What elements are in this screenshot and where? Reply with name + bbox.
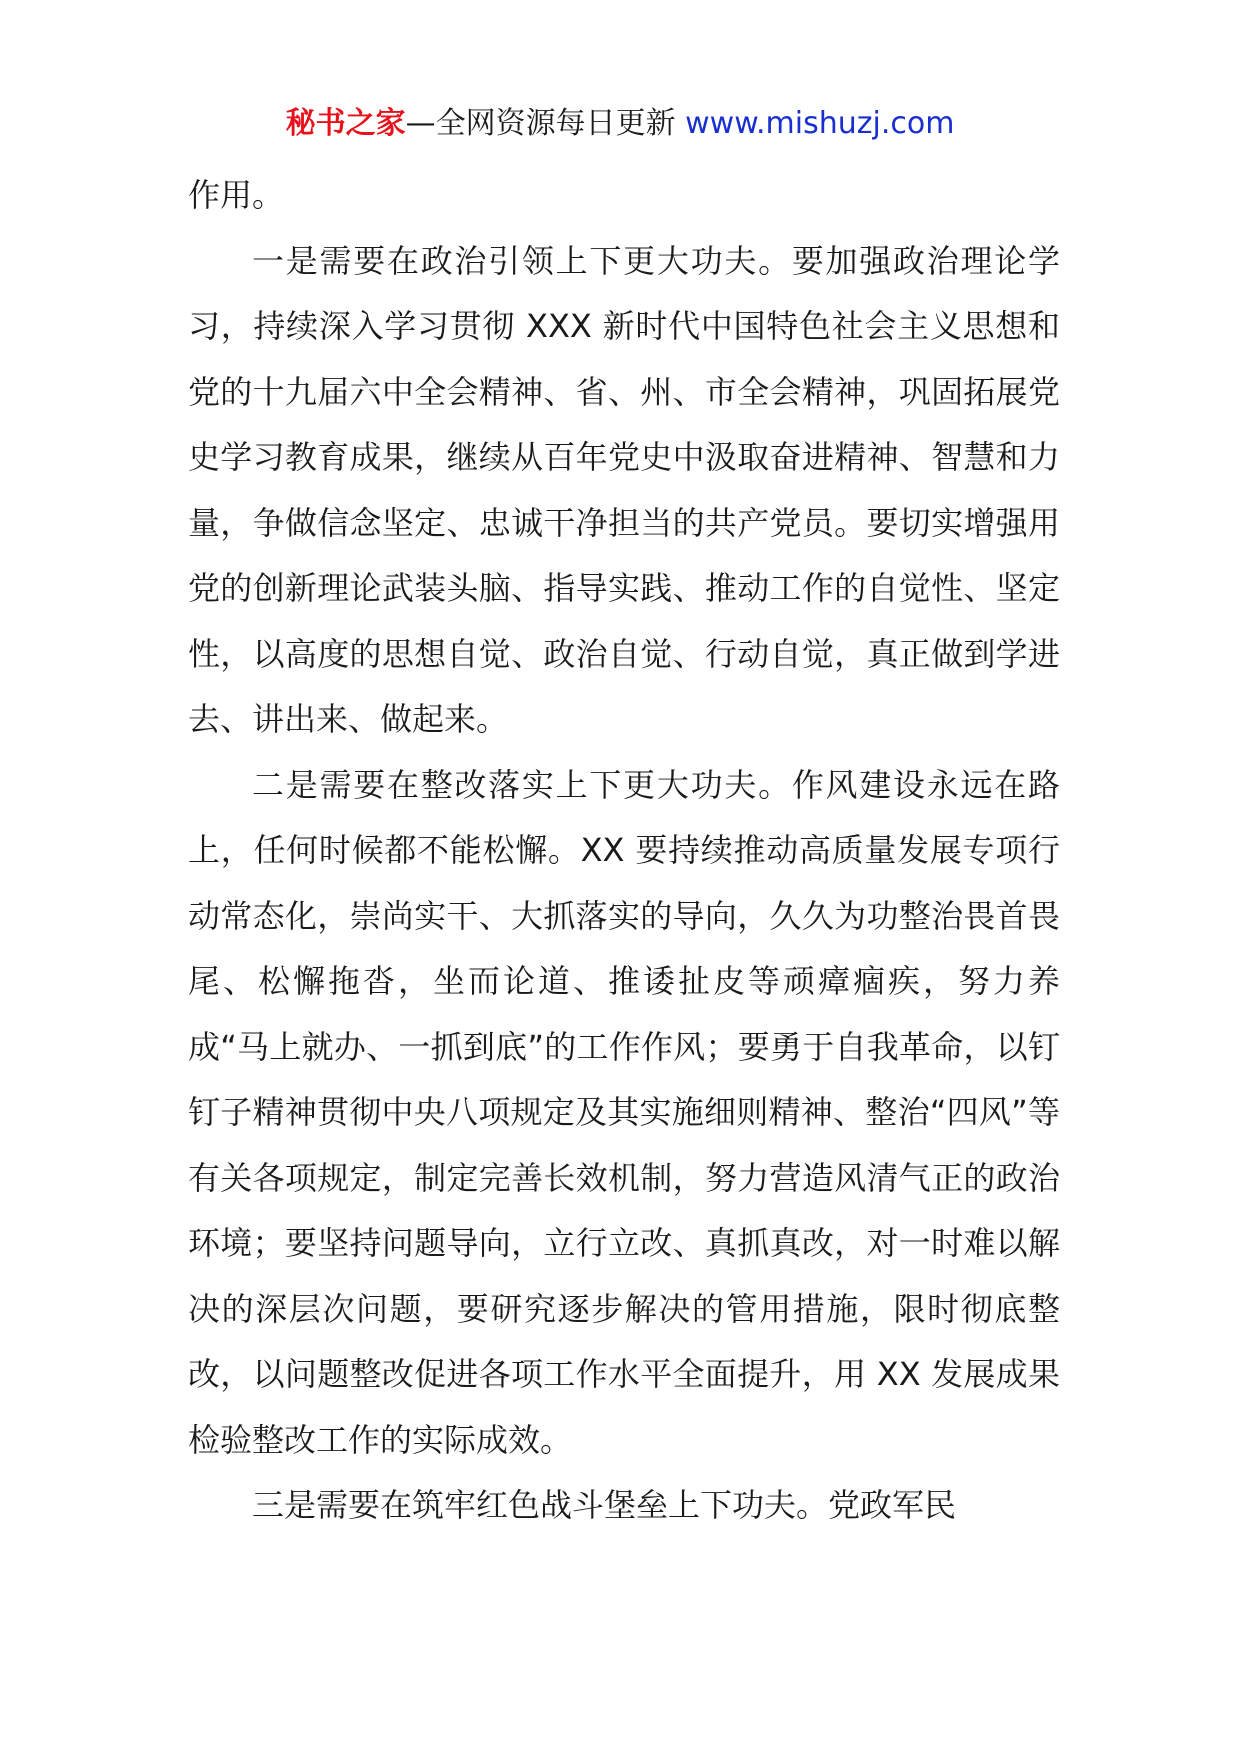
header-tagline: —全网资源每日更新 [405, 106, 686, 141]
header-brand: 秘书之家 [285, 106, 406, 141]
paragraph-rectification: 二是需要在整改落实上下更大功夫。作风建设永远在路上，任何时候都不能松懈。XX 要持续推动高质量发展专项行动常态化，崇尚实干、大抓落实的导向，久久为功整治畏首畏尾、松懈拖沓，坐而论道、推诿扯皮等顽瘴痼疾，努力养成“马上就办、一抓到底”的工作作风；要勇于自我革命，以钉钉子精神贯彻中央八项规定及其实施细则精神、整治“四风”等有关各项规定，制定完善长效机制，努力营造风清气正的政治环境；要坚持问题导向，立行立改、真抓真改，对一时难以解决的深层次问题，要研究逐步解决的管用措施，限时彻底整改，以问题整改促进各项工作水平全面提升，用 XX 发展成果检验整改工作的实际成效。 [188, 765, 1060, 1459]
document-body [188, 163, 1060, 1539]
paragraph-political-guidance: 一是需要在政治引领上下更大功夫。要加强政治理论学习，持续深入学习贯彻 XXX 新时代中国特色社会主义思想和党的十九届六中全会精神、省、州、市全会精神，巩固拓展党史学习教育成果，继续从百年党史中汲取奋进精神、智慧和力量，争做信念坚定、忠诚干净担当的共产党员。要切实增强用党的创新理论武装头脑、指导实践、推动工作的自觉性、坚定性，以高度的思想自觉、政治自觉、行动自觉，真正做到学进去、讲出来、做起来。 [188, 241, 1060, 738]
header-url-link[interactable]: www.mishuzj.com [685, 106, 955, 141]
paragraph-red-fortress: 三是需要在筑牢红色战斗堡垒上下功夫。党政军民 [252, 1486, 957, 1524]
watermark-header [0, 102, 1240, 146]
paragraph-continuation: 作用。 [188, 176, 285, 214]
